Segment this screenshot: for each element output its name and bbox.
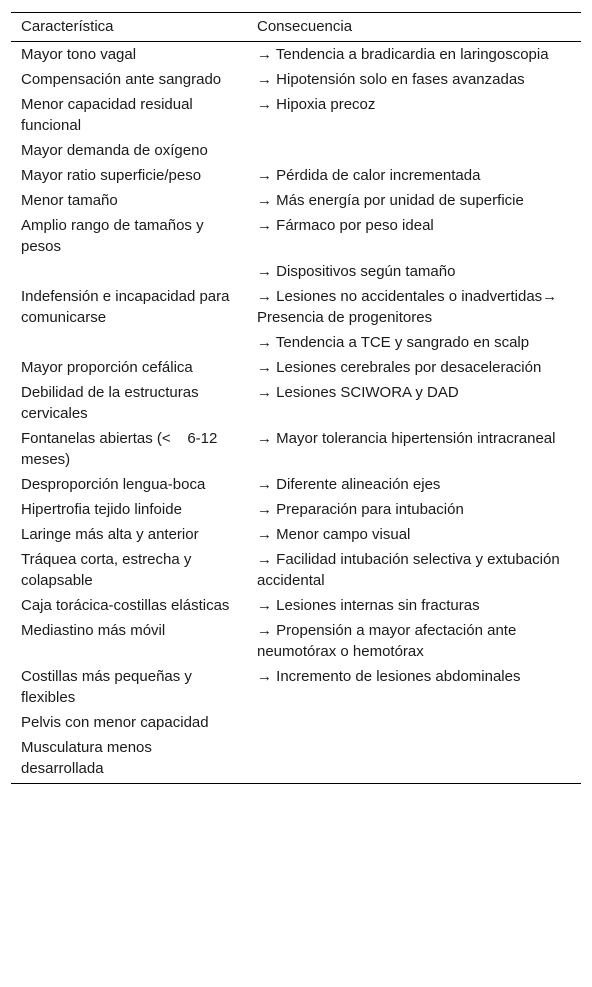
table-row <box>11 138 581 163</box>
cell-caracteristica: Menor tamaño <box>21 192 118 209</box>
cell-caracteristica: Mayor ratio superficie/peso <box>21 167 202 184</box>
cell-consecuencia: → Lesiones SCIWORA y DAD <box>257 384 459 401</box>
cell-caracteristica <box>11 259 247 284</box>
cell-caracteristica: Musculatura menos desarrollada <box>21 739 152 777</box>
table-row <box>11 163 581 188</box>
header-row <box>11 13 581 42</box>
cell-caracteristica: Mayor demanda de oxígeno <box>21 142 208 159</box>
table-row <box>11 259 581 284</box>
cell-caracteristica: Amplio rango de tamaños y pesos <box>21 217 204 255</box>
table-row <box>11 593 581 618</box>
table-row <box>11 664 581 710</box>
table-row <box>11 355 581 380</box>
table <box>11 13 581 783</box>
cell-caracteristica: Debilidad de la estructuras cervicales <box>21 384 199 422</box>
table-row <box>11 67 581 92</box>
cell-consecuencia <box>247 710 581 735</box>
table-row <box>11 42 581 68</box>
cell-consecuencia: → Facilidad intubación selectiva y extubación accidental <box>257 551 560 589</box>
cell-consecuencia: → Hipoxia precoz <box>257 96 376 113</box>
cell-caracteristica: Caja torácica-costillas elásticas <box>21 597 230 614</box>
cell-caracteristica: Mayor proporción cefálica <box>21 359 193 376</box>
table-row <box>11 472 581 497</box>
cell-caracteristica: Mayor tono vagal <box>21 46 137 63</box>
table-row <box>11 547 581 593</box>
cell-caracteristica: Laringe más alta y anterior <box>21 526 199 543</box>
cell-consecuencia: → Fármaco por peso ideal <box>257 217 434 234</box>
cell-consecuencia: → Preparación para intubación <box>257 501 464 518</box>
cell-consecuencia: → Tendencia a bradicardia en laringoscopia <box>257 46 549 63</box>
cell-consecuencia: → Lesiones cerebrales por desaceleración <box>257 359 542 376</box>
table-row <box>11 497 581 522</box>
cell-caracteristica: Costillas más pequeñas y flexibles <box>21 668 192 706</box>
cell-consecuencia: → Mayor tolerancia hipertensión intracraneal <box>257 430 556 447</box>
cell-caracteristica: Pelvis con menor capacidad <box>21 714 209 731</box>
cell-consecuencia <box>247 735 581 783</box>
table-row <box>11 426 581 472</box>
cell-caracteristica: Tráquea corta, estrecha y colapsable <box>21 551 192 589</box>
cell-caracteristica: Mediastino más móvil <box>21 622 166 639</box>
table-row <box>11 735 581 783</box>
cell-consecuencia: → Dispositivos según tamaño <box>257 263 456 280</box>
cell-consecuencia: → Diferente alineación ejes <box>257 476 441 493</box>
cell-consecuencia: → Tendencia a TCE y sangrado en scalp <box>257 334 530 351</box>
cell-caracteristica: Indefensión e incapacidad para comunicarse <box>21 288 230 326</box>
table-row <box>11 330 581 355</box>
cell-caracteristica: Hipertrofia tejido linfoide <box>21 501 182 518</box>
cell-caracteristica: Compensación ante sangrado <box>21 71 222 88</box>
table-row <box>11 710 581 735</box>
table-row <box>11 522 581 547</box>
cell-consecuencia: → Pérdida de calor incrementada <box>257 167 481 184</box>
header-caracteristica: Característica <box>11 13 247 42</box>
table-header <box>11 13 581 42</box>
table-row <box>11 618 581 664</box>
cell-consecuencia: → Propensión a mayor afectación ante neumotórax o hemotórax <box>257 622 517 660</box>
cell-consecuencia: → Menor campo visual <box>257 526 411 543</box>
cell-consecuencia: → Lesiones internas sin fracturas <box>257 597 480 614</box>
cell-caracteristica: Menor capacidad residual funcional <box>21 96 193 134</box>
table-row <box>11 380 581 426</box>
header-consecuencia: Consecuencia <box>247 13 581 42</box>
cell-consecuencia: → Más energía por unidad de superficie <box>257 192 524 209</box>
table-row <box>11 188 581 213</box>
table-row <box>11 92 581 138</box>
cell-consecuencia: → Hipotensión solo en fases avanzadas <box>257 71 525 88</box>
table-row <box>11 213 581 259</box>
cell-caracteristica: Desproporción lengua-boca <box>21 476 206 493</box>
cell-consecuencia <box>247 138 581 163</box>
cell-caracteristica <box>11 330 247 355</box>
table-row <box>11 284 581 330</box>
characteristics-table <box>11 12 581 784</box>
cell-consecuencia: → Incremento de lesiones abdominales <box>257 668 521 685</box>
cell-caracteristica: Fontanelas abiertas (< 6-12 meses) <box>21 430 218 468</box>
table-body <box>11 42 581 784</box>
cell-consecuencia: → Lesiones no accidentales o inadvertidas→ Presencia de progenitores <box>257 288 558 326</box>
